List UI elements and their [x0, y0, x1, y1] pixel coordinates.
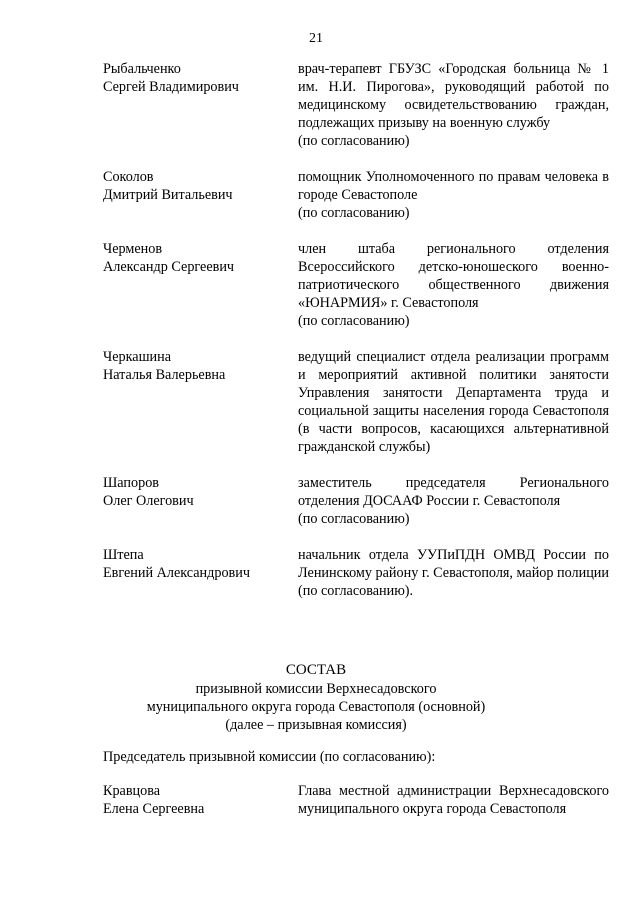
section-subtitle-line: муниципального округа города Севастополя (основной): [146, 699, 486, 715]
member-name: [103, 168, 298, 222]
member-surname: Черменов: [103, 241, 163, 257]
member-name: [103, 240, 298, 330]
member-position: [298, 240, 609, 330]
member-entry: [103, 546, 609, 600]
member-surname: Соколов: [103, 169, 154, 185]
member-role-text: начальник отдела УУПиПДН ОМВД России по Ленинскому району г. Севастополя, майор полиции (по согласованию).: [298, 547, 609, 599]
member-role-text: врач-терапевт ГБУЗС «Городская больница № 1 им. Н.И. Пирогова», руководящий работой по медицинскому освидетельствованию граждан, подлежащих призыву на военную службу: [298, 61, 609, 131]
section-subtitle-line: (далее – призывная комиссия): [225, 717, 407, 733]
member-given-names: Дмитрий Витальевич: [103, 187, 233, 203]
member-entry: [103, 240, 609, 330]
member-given-names: Сергей Владимирович: [103, 79, 239, 95]
member-agreement-note: (по согласованию): [298, 511, 410, 527]
member-name: [103, 60, 298, 150]
section-heading: [0, 661, 632, 734]
member-agreement-note: (по согласованию): [298, 133, 410, 149]
member-name: [103, 474, 298, 528]
chair-label: Председатель призывной комиссии (по согласованию):: [103, 749, 436, 765]
member-role-text: заместитель председателя Регионального отделения ДОСААФ России г. Севастополя: [298, 475, 609, 509]
chair-role-text: Глава местной администрации Верхнесадовского муниципального округа города Севастополя: [298, 783, 609, 817]
member-entry: [103, 60, 609, 150]
section-title: СОСТАВ: [285, 662, 347, 678]
member-position: [298, 474, 609, 528]
chair-position: [298, 782, 609, 818]
member-surname: Шапоров: [103, 475, 159, 491]
section-subtitle-line: призывной комиссии Верхнесадовского: [195, 681, 437, 697]
member-agreement-note: (по согласованию): [298, 313, 410, 329]
member-given-names: Евгений Александрович: [103, 565, 250, 581]
member-position: [298, 546, 609, 600]
member-name: [103, 348, 298, 456]
member-entry: [103, 168, 609, 222]
member-position: [298, 168, 609, 222]
chair-entry: [103, 782, 609, 818]
member-position: [298, 60, 609, 150]
chair-given-names: Елена Сергеевна: [103, 801, 205, 817]
member-name: [103, 546, 298, 600]
member-position: [298, 348, 609, 456]
member-surname: Черкашина: [103, 349, 171, 365]
member-entry: [103, 348, 609, 456]
member-role-text: ведущий специалист отдела реализации программ и мероприятий активной политики занятости Управления занятости Департамента труда и социальной защиты населения города Севастополя (в части вопросов, касающихся альтернативной гражданской службы): [298, 349, 609, 455]
chair-name: [103, 782, 298, 818]
member-role-text: член штаба регионального отделения Всероссийского детско-юношеского военно-патриотического общественного движения «ЮНАРМИЯ» г. Севастополя: [298, 241, 609, 311]
member-role-text: помощник Уполномоченного по правам человека в городе Севастополе: [298, 169, 609, 203]
member-surname: Рыбальченко: [103, 61, 181, 77]
member-given-names: Александр Сергеевич: [103, 259, 235, 275]
commission-members-list: [103, 60, 609, 618]
member-given-names: Наталья Валерьевна: [103, 367, 226, 383]
member-agreement-note: (по согласованию): [298, 205, 410, 221]
member-given-names: Олег Олегович: [103, 493, 194, 509]
page-number: 21: [309, 31, 323, 46]
member-entry: [103, 474, 609, 528]
chair-surname: Кравцова: [103, 783, 161, 799]
member-surname: Штепа: [103, 547, 144, 563]
